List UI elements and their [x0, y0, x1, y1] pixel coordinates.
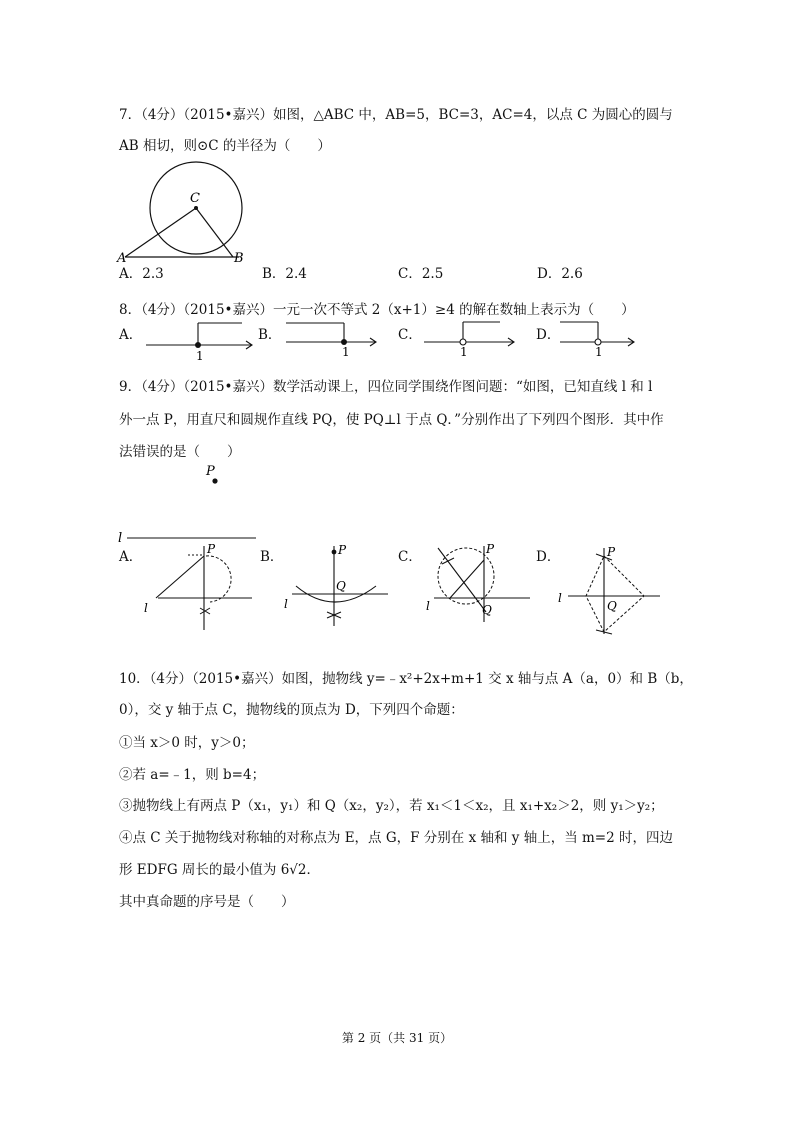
q7-option-b[interactable]: B．2.4: [262, 266, 307, 282]
q9-option-d-label[interactable]: D．: [536, 549, 561, 565]
q9-figure-b: [280, 538, 395, 633]
svg-text:l: l: [558, 591, 562, 605]
q10-statement-1: ①当 x＞0 时，y＞0；: [119, 735, 255, 751]
q10-statement-2: ②若 a=﹣1，则 b=4；: [119, 767, 266, 783]
svg-text:P: P: [206, 464, 215, 479]
q8-option-b-label[interactable]: B．: [258, 327, 282, 343]
q10-text-line2: 0），交 y 轴于点 C，抛物线的顶点为 D，下列四个命题：: [119, 702, 464, 718]
svg-text:P: P: [607, 545, 616, 559]
svg-text:Q: Q: [336, 579, 346, 593]
q10-tail: 其中真命题的序号是（ ）: [119, 894, 295, 910]
q9-figure-d: [556, 538, 671, 638]
q7-label-a: A: [117, 251, 127, 266]
q7-label-c: C: [190, 191, 200, 206]
q9-given-figure: [114, 460, 264, 546]
q8-number-line-b: [282, 318, 382, 362]
q9-option-b-label[interactable]: B．: [260, 549, 284, 565]
svg-text:1: 1: [342, 345, 350, 359]
q7-label-b: B: [234, 251, 244, 266]
q10-text-line1: 10．（4分）（2015•嘉兴）如图，抛物线 y=﹣x²+2x+m+1 交 x 轴与点 A（a，0）和 B（b，: [119, 671, 693, 687]
q8-option-c-label[interactable]: C．: [398, 327, 422, 343]
q8-option-a-label[interactable]: A．: [119, 327, 143, 343]
q8-option-d-label[interactable]: D．: [536, 327, 561, 343]
svg-text:1: 1: [460, 345, 468, 359]
page-footer: 第 2 页（共 31 页）: [341, 1031, 453, 1045]
q7-text-line2: AB 相切，则⊙C 的半径为（ ）: [119, 138, 331, 154]
q7-option-a[interactable]: A．2.3: [119, 266, 164, 282]
svg-text:P: P: [207, 542, 216, 556]
svg-text:l: l: [426, 599, 430, 613]
q9-option-a-label[interactable]: A．: [119, 549, 143, 565]
q9-text-line3: 法错误的是（ ）: [119, 444, 241, 460]
svg-text:Q: Q: [607, 599, 617, 613]
q9-text-line1: 9．（4分）（2015•嘉兴）数学活动课上，四位同学围绕作图问题：“如图，已知直线 l 和 l: [119, 379, 653, 395]
q7-option-c[interactable]: C．2.5: [398, 266, 444, 282]
q10-statement-4-line1: ④点 C 关于抛物线对称轴的对称点为 E，点 G，F 分别在 x 轴和 y 轴上，当 m=2 时，四边: [119, 830, 673, 846]
q7-option-d[interactable]: D．2.6: [537, 266, 583, 282]
q7-text-line1: 7．（4分）（2015•嘉兴）如图，△ABC 中，AB=5，BC=3，AC=4，以点 C 为圆心的圆与: [119, 107, 673, 123]
q9-figure-a: [140, 538, 255, 633]
svg-text:1: 1: [595, 345, 603, 359]
svg-text:l: l: [118, 531, 123, 546]
q8-number-line-d: [556, 318, 640, 362]
svg-text:P: P: [486, 542, 495, 556]
q10-statement-4-line2: 形 EDFG 周长的最小值为 6√2．: [119, 862, 320, 878]
svg-text:P: P: [338, 543, 347, 557]
q10-statement-3: ③抛物线上有两点 P（x₁，y₁）和 Q（x₂，y₂），若 x₁＜1＜x₂，且 x₁+x₂＞2，则 y₁＞y₂；: [119, 798, 664, 814]
q8-number-line-c: [420, 318, 520, 362]
svg-text:Q: Q: [482, 603, 492, 617]
q8-number-line-a: [142, 318, 260, 362]
q9-option-c-label[interactable]: C．: [398, 549, 422, 565]
q7-figure: [115, 158, 255, 266]
q9-text-line2: 外一点 P，用直尺和圆规作直线 PQ，使 PQ⊥l 于点 Q．”分别作出了下列四个图形．其中作: [119, 412, 664, 428]
q9-figure-c: [420, 538, 535, 633]
q8-text-line1: 8．（4分）（2015•嘉兴）一元一次不等式 2（x+1）≥4 的解在数轴上表示为（ ）: [119, 302, 635, 318]
svg-text:l: l: [284, 597, 288, 611]
svg-text:l: l: [144, 601, 148, 615]
svg-text:1: 1: [196, 349, 204, 362]
